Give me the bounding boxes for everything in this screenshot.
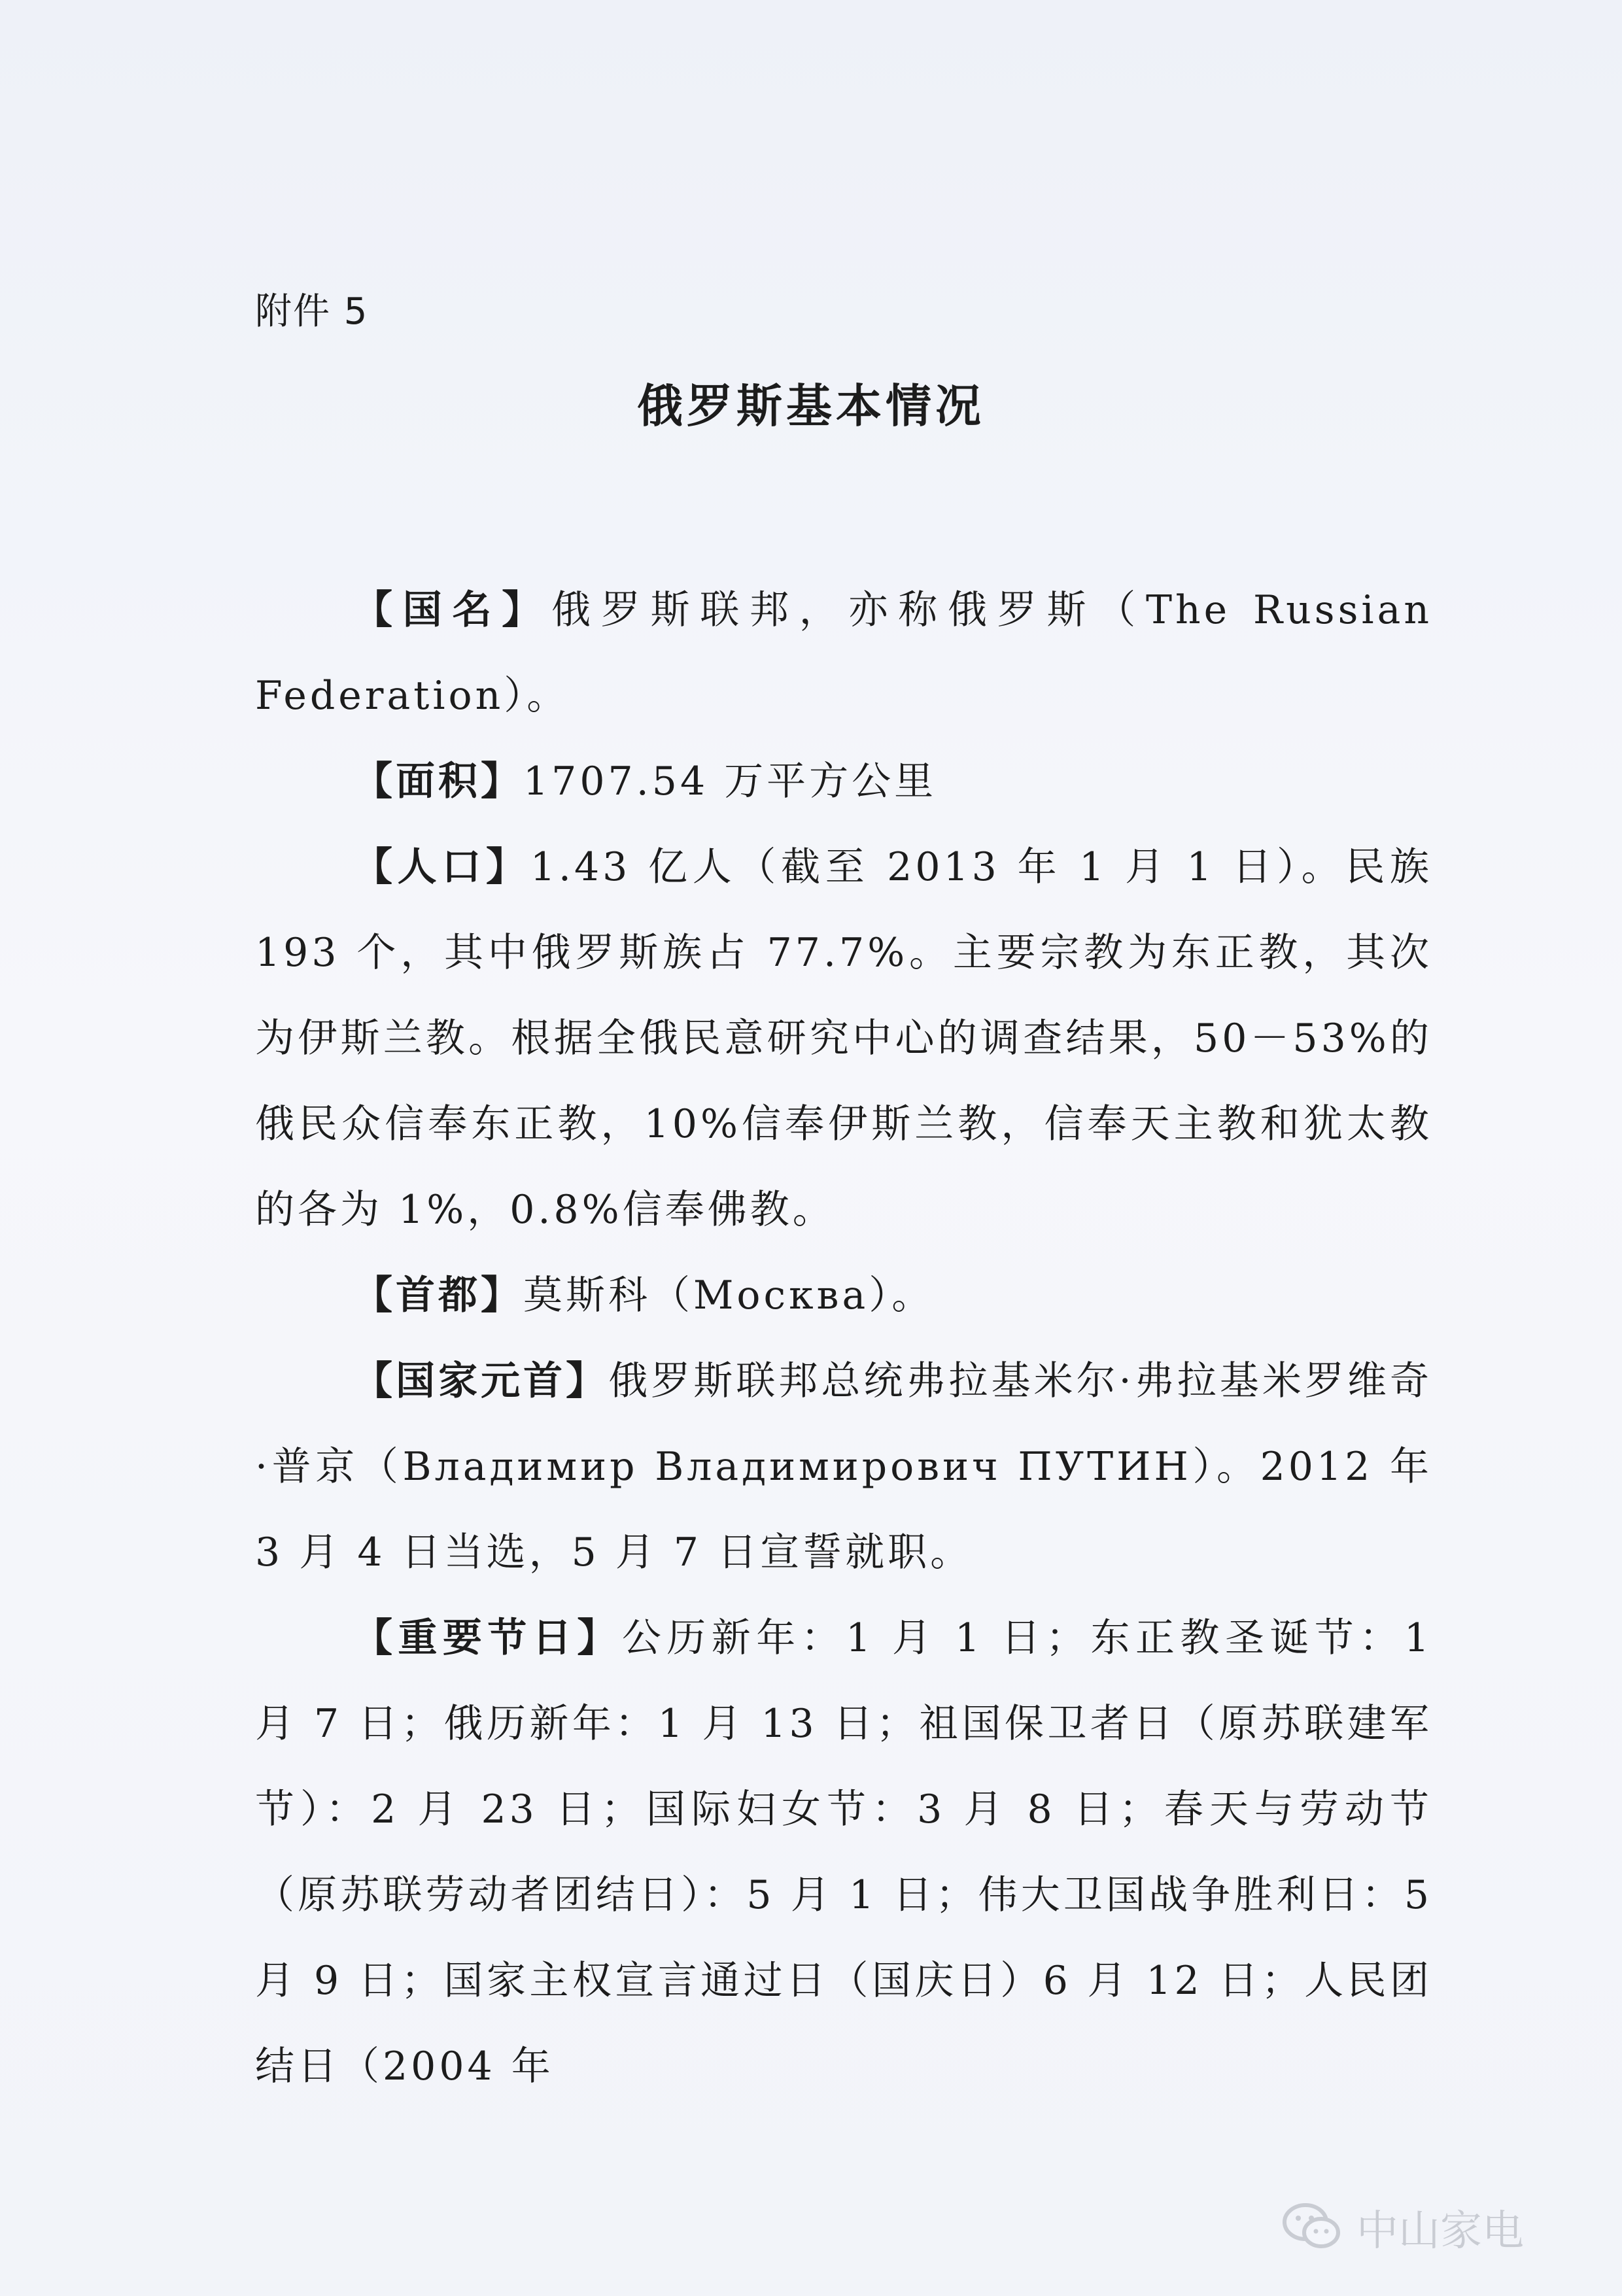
page-title: 俄罗斯基本情况	[637, 379, 985, 433]
section-label: 【国家元首】	[353, 1358, 609, 1404]
section-label: 【国名】	[353, 587, 551, 633]
section-label: 【首都】	[353, 1273, 523, 1318]
section-text: 1707.54 万平方公里	[523, 759, 937, 804]
attachment-label: 附件 5	[255, 290, 369, 333]
section-capital	[255, 1253, 1432, 1339]
section-population	[255, 825, 1432, 1253]
section-text: 公历新年：1 月 1 日；东正教圣诞节：1 月 7 日；俄历新年：1 月 13 日；祖国保卫者日（原苏联建军节）：2 月 23 日；国际妇女节：3 月 8 日；春天与劳动节（原苏联劳动者团结日）：5 月 1 日；伟大卫国战争胜利日：5 月 9 日；国家主权宣言通过日（国庆日）6 月 12 日；人民团结日（2004 年	[255, 1615, 1432, 2089]
section-text: 俄罗斯联邦，亦称俄罗斯（The Russian Federation）。	[255, 587, 1432, 719]
watermark-text: 中山家电	[1356, 2207, 1524, 2255]
wechat-icon	[1282, 2202, 1342, 2252]
section-holidays	[255, 1596, 1432, 2110]
section-text: 俄罗斯联邦总统弗拉基米尔·弗拉基米罗维奇·普京（Владимир Владимирович ПУТИН）。2012 年 3 月 4 日当选，5 月 7 日宣誓就职。	[255, 1358, 1433, 1575]
section-label: 【人口】	[353, 844, 530, 890]
watermark	[1282, 2197, 1524, 2257]
section-text: 莫斯科（Москва）。	[523, 1273, 935, 1318]
section-label: 【重要节日】	[353, 1615, 622, 1661]
section-area	[255, 739, 1432, 825]
section-country-name	[255, 568, 1432, 739]
section-text: 1.43 亿人（截至 2013 年 1 月 1 日）。民族 193 个，其中俄罗斯族占 77.7%。主要宗教为东正教，其次为伊斯兰教。根据全俄民意研究中心的调查结果，50－53%的俄民众信奉东正教，10%信奉伊斯兰教，信奉天主教和犹太教的各为 1%，0.8%信奉佛教。	[255, 844, 1432, 1233]
document-body	[255, 568, 1432, 2110]
section-head-of-state	[255, 1339, 1432, 1596]
section-label: 【面积】	[353, 759, 523, 804]
